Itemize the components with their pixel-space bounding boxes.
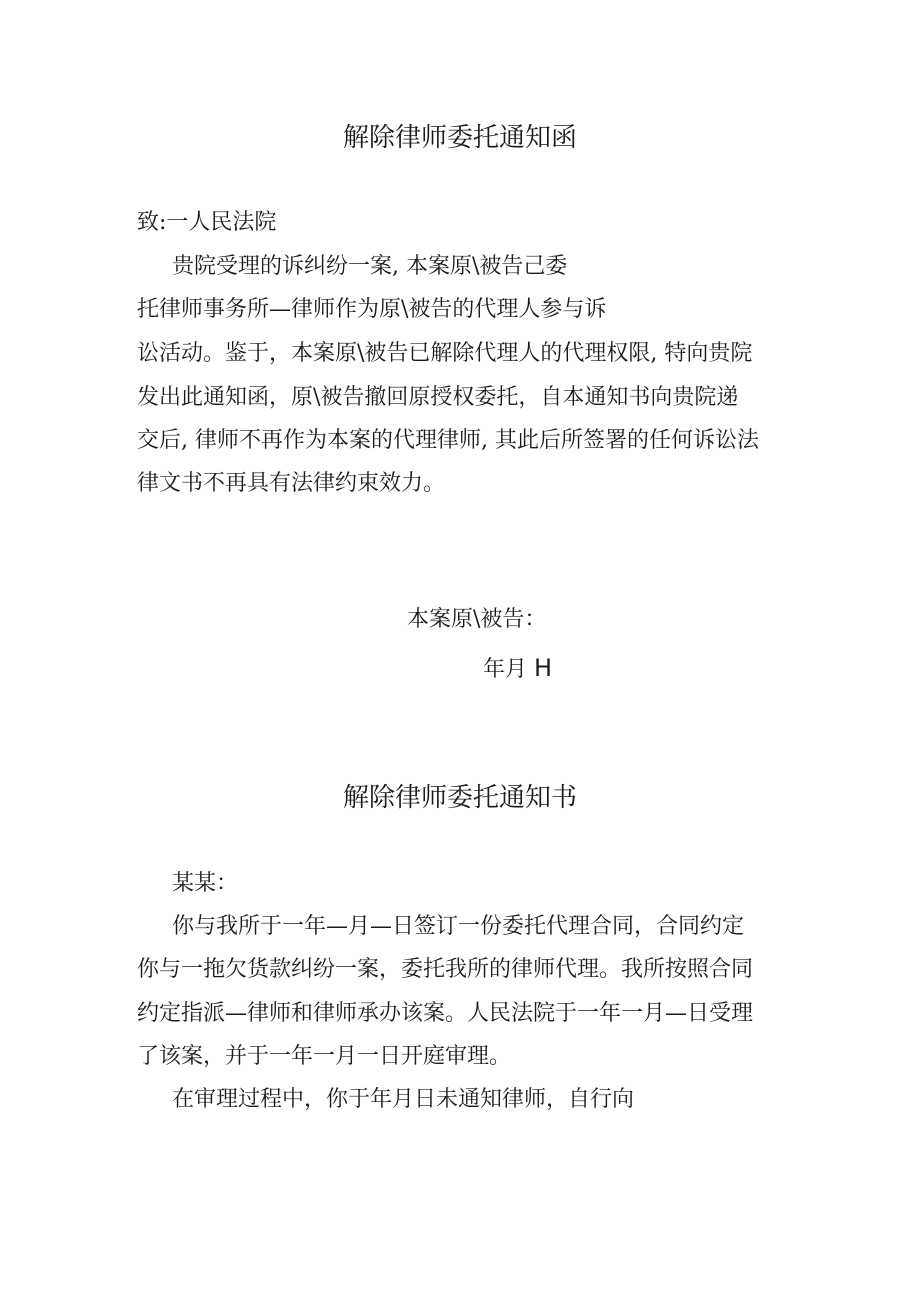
section2-paragraph-line: 你与我所于一年—月—日签订一份委托代理合同，合同约定 — [172, 914, 745, 939]
section1-paragraph-line: 托律师事务所—律师作为原\被告的代理人参与诉 — [137, 297, 607, 322]
section1-paragraph-line: 讼活动。鉴于，本案原\被告已解除代理人的代理权限, 特向贵院 — [137, 341, 753, 366]
section1-paragraph-line: 律文书不再具有法律约束效力。 — [137, 471, 446, 496]
section1-paragraph-line: 发出此通知函，原\被告撤回原授权委托，自本通知书向贵院递 — [137, 385, 739, 410]
section1-paragraph-line: 交后, 律师不再作为本案的代理律师, 其此后所签署的任何诉讼法 — [137, 428, 759, 453]
section1-date-suffix: H — [534, 654, 553, 682]
section1-paragraph-line: 贵院受理的诉纠纷一案, 本案原\被告己委 — [172, 254, 568, 279]
section1-title: 解除律师委托通知函 — [342, 123, 577, 153]
section1-signature-label: 本案原\被告： — [407, 607, 547, 632]
section1-addressee: 致:一人民法院 — [137, 210, 277, 235]
section2-paragraph-line: 了该案，并于一年一月一日开庭审理。 — [137, 1044, 512, 1069]
section2-paragraph-line: 约定指派—律师和律师承办该案。人民法院于一年一月—日受理 — [137, 1001, 754, 1026]
section1-date-line — [483, 652, 552, 683]
section2-paragraph-line: 你与一拖欠货款纠纷一案，委托我所的律师代理。我所按照合同 — [137, 957, 754, 982]
section1-date-prefix: 年月 — [483, 657, 528, 682]
section2-title: 解除律师委托通知书 — [342, 783, 577, 813]
section2-addressee: 某某： — [172, 871, 239, 896]
section2-paragraph-line: 在审理过程中，你于年月日未通知律师，自行向 — [172, 1087, 635, 1112]
